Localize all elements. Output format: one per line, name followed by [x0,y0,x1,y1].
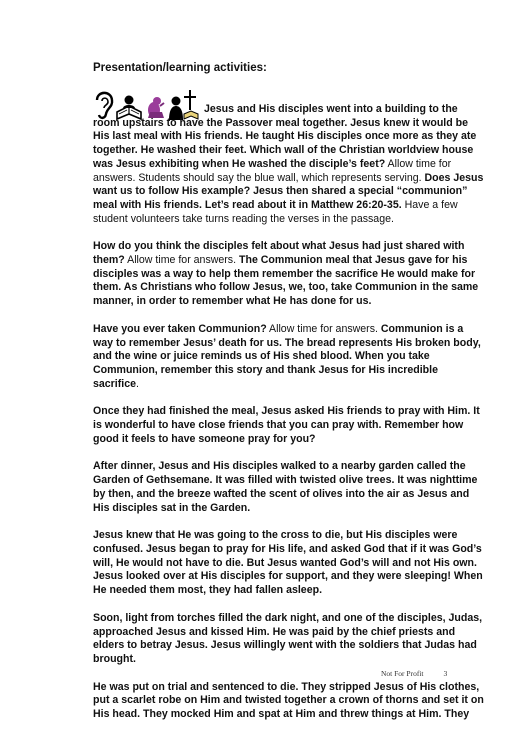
plain-text: Have a few student volunteers take turns reading the verses in the passage. [93,198,458,225]
page-footer [381,669,501,678]
paragraph [93,240,485,309]
footer-label: Not For Profit [381,669,424,678]
bold-text: The Communion meal that Jesus gave for his disciples was a way to help them remember the sacrifice He would make for them. As Christians who follow Jesus, we, too, take Communion in the same manner, in order to remember what He has done for us. [93,254,479,308]
bold-text: Soon, light from torches filled the dark night, and one of the disciples, Judas, approached Jesus and kissed Him. He was paid by the chief priests and elders to betray Jesus. Jesus willingly went with the soldiers that Judas had brought. [93,611,483,665]
section-heading: Presentation/learning activities: [93,62,267,74]
lesson-body [93,103,485,736]
paragraph [93,681,485,722]
plain-text: Allow time for answers. Students should say the blue wall, which represents serving. [93,157,452,184]
paragraph [93,460,485,515]
plain-text: Allow time for answers. [266,322,381,335]
paragraph [93,103,485,226]
page-number: 3 [443,669,448,678]
bold-text: Does Jesus want us to follow His example? Jesus then shared a special “communion” meal with His friends. Let’s read about it in Matthew 26:20-35. [93,171,484,211]
paragraph [93,405,485,446]
bold-text: Jesus knew that He was going to the cross to die, but His disciples were confused. Jesus began to pray for His life, and asked God that if it was God’s will, He would not have to die. But Jesus wanted God’s will and not His own. Jesus looked over at His disciples for support, and they were sleeping! When He needed them most, they had fallen asleep. [93,529,483,597]
bold-text: Have you ever taken Communion? [93,322,267,335]
bold-text: Once they had finished the meal, Jesus asked His friends to pray with Him. It is wonderful to have close friends that you can pray with. Remember how good it feels to have someone pray for you? [93,405,480,445]
plain-text: Allow time for answers. [124,254,239,267]
paragraph [93,612,485,667]
bold-text: Communion is a way to remember Jesus’ death for us. The bread represents His broken body, and the wine or juice reminds us of His shed blood. When you take Communion, remember this story and thank Jesus for His incredible sacrifice [93,322,481,390]
bold-text: How do you think the disciples felt about what Jesus had just shared with them? [93,240,465,267]
paragraph [93,323,485,392]
paragraph [93,529,485,598]
bold-text: He was put on trial and sentenced to die. They stripped Jesus of His clothes, put a scarlet robe on Him and twisted together a crown of thorns and set it on His head. They mocked Him and spat at Him and threw things at Him. They [93,680,484,721]
bold-text: After dinner, Jesus and His disciples walked to a nearby garden called the Garden of Gethsemane. It was filled with twisted olive trees. It was nighttime by then, and the breeze wafted the scent of olives into the air as Jesus and His disciples sat in the Garden. [93,460,478,514]
bold-text: Jesus and His disciples went into a building to the room upstairs to have the Passover meal together. Jesus knew it would be His last meal with His friends. He taught His disciples once more as they ate together. He washed their feet. Which wall of the Christian worldview house was Jesus exhibiting when He washed the disciple’s feet? [93,103,477,170]
plain-text: . [136,377,139,390]
